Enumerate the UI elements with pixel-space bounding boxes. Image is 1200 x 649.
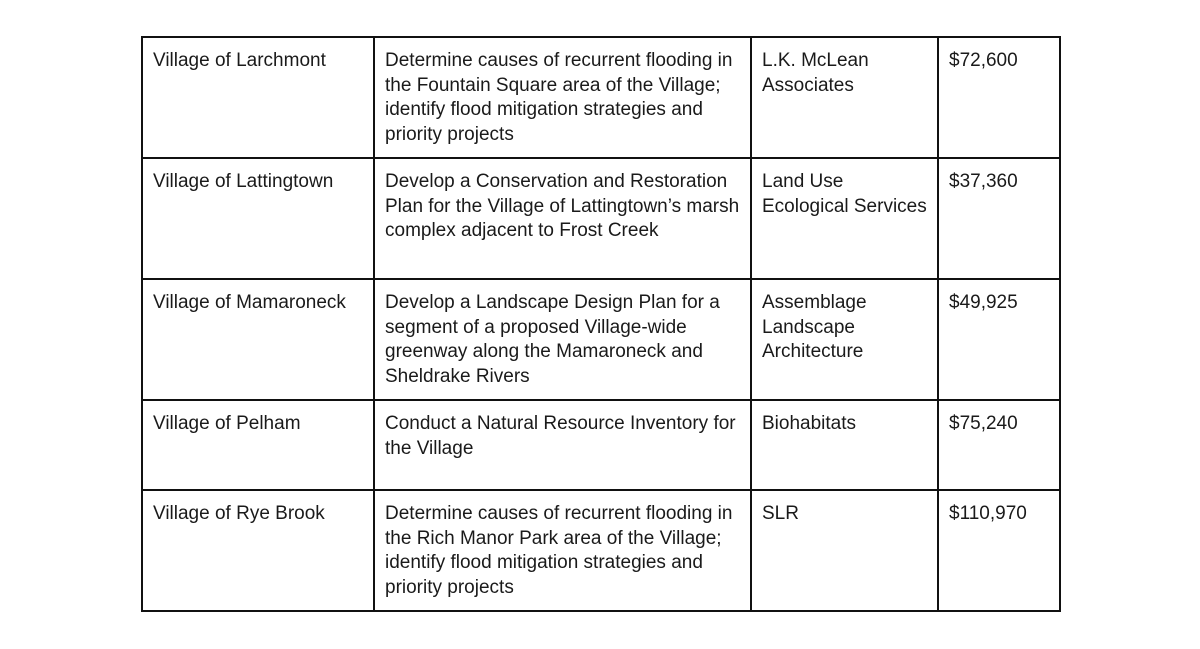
amount-cell: $37,360 [938, 158, 1060, 279]
consultant-cell: Biohabitats [751, 400, 938, 490]
table-row [142, 37, 1060, 158]
description-cell: Determine causes of recurrent flooding in the Fountain Square area of the Village; identify flood mitigation strategies and priority projects [374, 37, 751, 158]
amount-cell: $72,600 [938, 37, 1060, 158]
description-cell: Develop a Conservation and Restoration Plan for the Village of Lattingtown’s marsh complex adjacent to Frost Creek [374, 158, 751, 279]
consultant-cell: Land Use Ecological Services [751, 158, 938, 279]
table-row [142, 490, 1060, 611]
table-row [142, 158, 1060, 279]
table-row [142, 279, 1060, 400]
amount-cell: $110,970 [938, 490, 1060, 611]
table-row [142, 400, 1060, 490]
municipality-cell: Village of Larchmont [142, 37, 374, 158]
description-cell: Develop a Landscape Design Plan for a segment of a proposed Village-wide greenway along the Mamaroneck and Sheldrake Rivers [374, 279, 751, 400]
consultant-cell: L.K. McLean Associates [751, 37, 938, 158]
municipality-cell: Village of Rye Brook [142, 490, 374, 611]
municipality-cell: Village of Lattingtown [142, 158, 374, 279]
municipality-cell: Village of Mamaroneck [142, 279, 374, 400]
amount-cell: $49,925 [938, 279, 1060, 400]
consultant-cell: SLR [751, 490, 938, 611]
amount-cell: $75,240 [938, 400, 1060, 490]
grants-table [141, 36, 1061, 612]
municipality-cell: Village of Pelham [142, 400, 374, 490]
consultant-cell: Assemblage Landscape Architecture [751, 279, 938, 400]
description-cell: Determine causes of recurrent flooding in the Rich Manor Park area of the Village; identify flood mitigation strategies and priority projects [374, 490, 751, 611]
description-cell: Conduct a Natural Resource Inventory for the Village [374, 400, 751, 490]
